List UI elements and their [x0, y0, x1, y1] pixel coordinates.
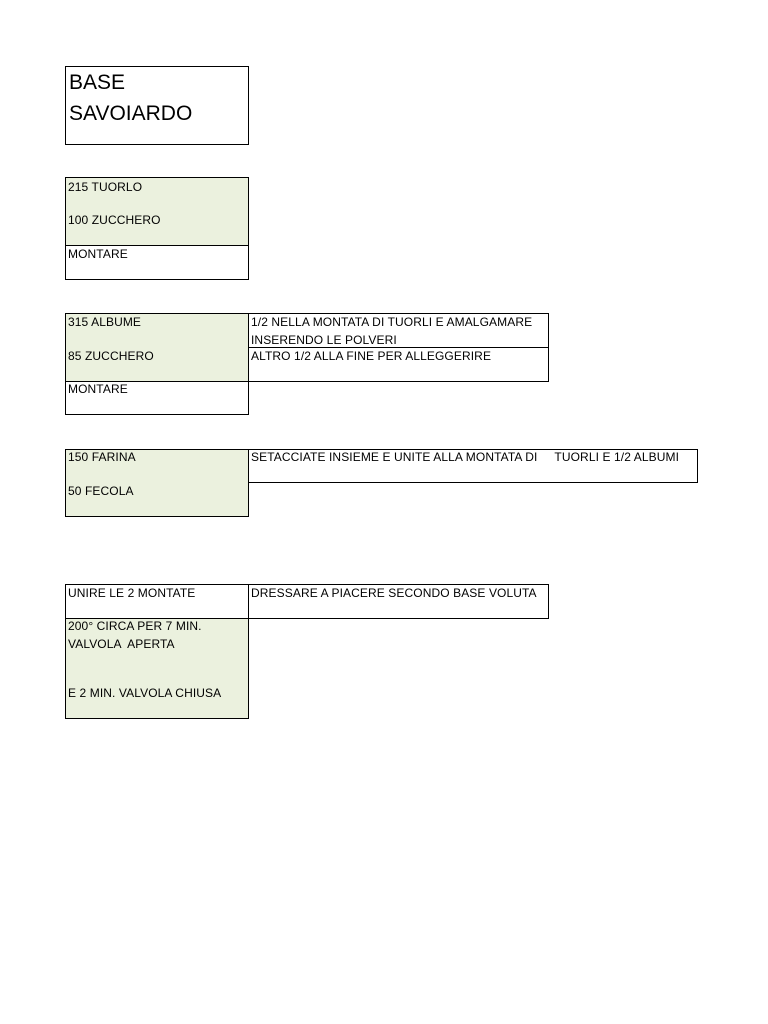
step3-note: SETACCIATE INSIEME E UNITE ALLA MONTATA DI TUORLI E 1/2 ALBUMI	[251, 450, 680, 464]
step2-note1-line-1: 1/2 NELLA MONTATA DI TUORLI E AMALGAMARE	[251, 315, 533, 329]
step2-ingredient-2: 85 ZUCCHERO	[68, 349, 154, 363]
step1-ingredient-2: 100 ZUCCHERO	[68, 213, 161, 227]
step2-ingredient-1: 315 ALBUME	[68, 315, 142, 329]
title-line-1: BASE	[69, 71, 126, 94]
step1-action: MONTARE	[68, 247, 128, 261]
step4-bake-line-2: VALVOLA APERTA	[68, 637, 175, 651]
step2-action: MONTARE	[68, 382, 128, 396]
step4-action: UNIRE LE 2 MONTATE	[68, 586, 196, 600]
step2-note1-line-2: INSERENDO LE POLVERI	[251, 333, 397, 347]
step3-ingredient-1: 150 FARINA	[68, 450, 136, 464]
step2-note2: ALTRO 1/2 ALLA FINE PER ALLEGGERIRE	[251, 349, 492, 363]
step4-bake-line-3: E 2 MIN. VALVOLA CHIUSA	[68, 686, 222, 700]
step3-ingredient-2: 50 FECOLA	[68, 484, 134, 498]
step4-note: DRESSARE A PIACERE SECONDO BASE VOLUTA	[251, 586, 537, 600]
title-line-2: SAVOIARDO	[69, 102, 193, 125]
step4-bake-line-1: 200° CIRCA PER 7 MIN.	[68, 619, 202, 633]
step1-ingredient-1: 215 TUORLO	[68, 180, 143, 194]
